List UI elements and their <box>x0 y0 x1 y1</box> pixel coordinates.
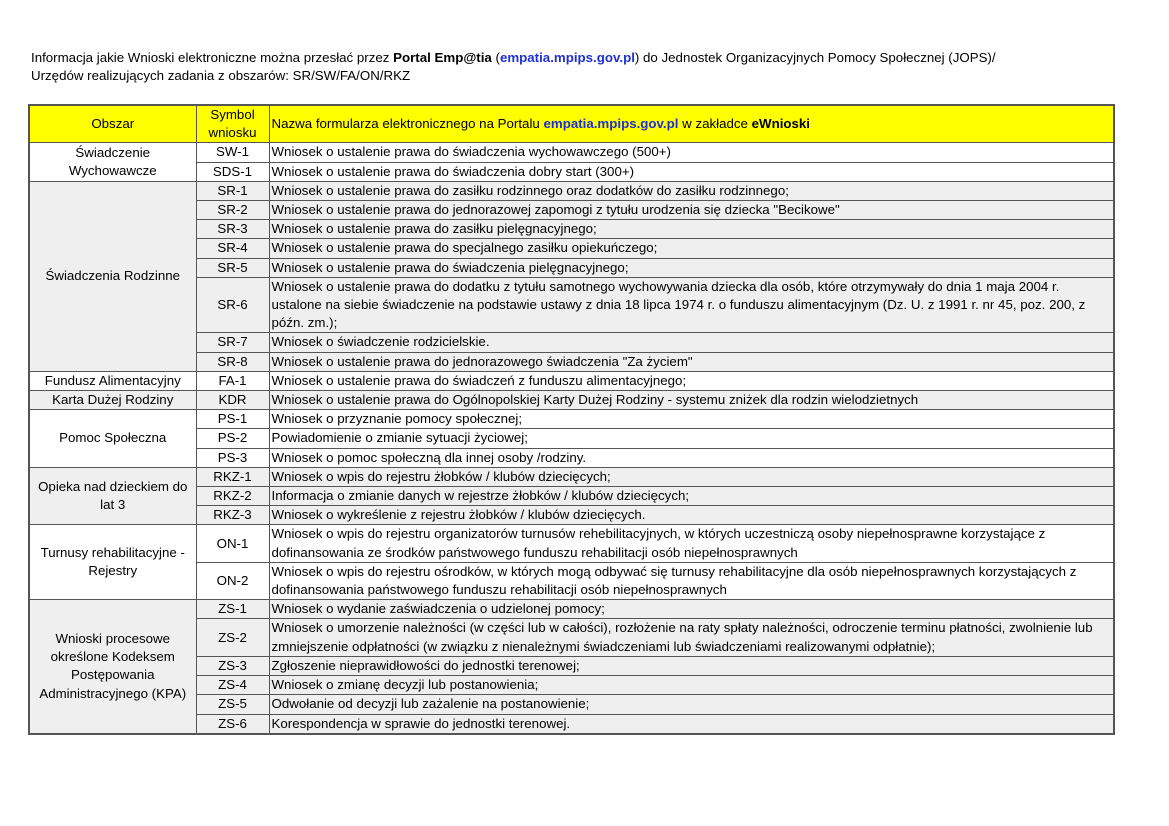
symbol-cell: ON-2 <box>196 562 269 599</box>
header-symbol <box>196 105 269 143</box>
form-name-cell: Wniosek o ustalenie prawa do zasiłku pielęgnacyjnego; <box>269 220 1114 239</box>
symbol-cell: ZS-1 <box>196 600 269 619</box>
header-tab-name: eWnioski <box>751 116 810 132</box>
header-url-link[interactable]: empatia.mpips.gov.pl <box>543 116 679 132</box>
form-name-cell: Wniosek o zmianę decyzji lub postanowienia; <box>269 676 1114 695</box>
symbol-cell: ON-1 <box>196 525 269 562</box>
symbol-cell: SR-2 <box>196 201 269 220</box>
portal-name: Portal Emp@tia <box>393 50 492 65</box>
table-body <box>29 143 1114 734</box>
form-name-cell: Informacja o zmianie danych w rejestrze żłobków / klubów dziecięcych; <box>269 487 1114 506</box>
symbol-cell: ZS-5 <box>196 695 269 714</box>
form-name-cell: Wniosek o wpis do rejestru organizatorów turnusów rehebilitacyjnych, w których uczestniczą osoby niepełnosprawne korzystające z dofinansowania ze środków państwowego funduszu rehabilitacji osób niepełnosprawnych <box>269 525 1114 562</box>
symbol-cell: ZS-3 <box>196 656 269 675</box>
header-name <box>269 105 1114 143</box>
area-cell: Turnusy rehabilitacyjne -Rejestry <box>29 525 196 600</box>
header-name-mid: w zakładce <box>678 116 752 132</box>
portal-url-link[interactable]: empatia.mpips.gov.pl <box>499 50 635 65</box>
area-cell: Fundusz Alimentacyjny <box>29 371 196 390</box>
table-row <box>29 410 1114 429</box>
symbol-cell: ZS-2 <box>196 619 269 656</box>
form-name-cell: Wniosek o ustalenie prawa do dodatku z tytułu samotnego wychowywania dziecka dla osób, które otrzymywały do dnia 1 maja 2004 r. ustalone na siebie świadczenie na podstawie ustawy z dnia 18 lipca 1974 r. o funduszu alimentacyjnym (Dz. U. z 1991 r. nr 45, poz. 200, z późn. zm.); <box>269 277 1114 333</box>
form-name-cell: Powiadomienie o zmianie sytuacji życiowej; <box>269 429 1114 448</box>
symbol-cell: KDR <box>196 391 269 410</box>
area-cell: Świadczenia Rodzinne <box>29 181 196 371</box>
symbol-cell: SR-7 <box>196 333 269 352</box>
symbol-cell: SR-5 <box>196 258 269 277</box>
form-name-cell: Wniosek o ustalenie prawa do zasiłku rodzinnego oraz dodatków do zasiłku rodzinnego; <box>269 181 1114 200</box>
table-row <box>29 143 1114 162</box>
intro-prefix: Informacja jakie Wnioski elektroniczne można przesłać przez <box>31 50 394 65</box>
form-name-cell: Wniosek o ustalenie prawa do świadczenia dobry start (300+) <box>269 162 1114 181</box>
symbol-cell: ZS-4 <box>196 676 269 695</box>
form-name-cell: Wniosek o ustalenie prawa do jednorazowego świadczenia "Za życiem" <box>269 352 1114 371</box>
table-row <box>29 467 1114 486</box>
symbol-cell: SR-1 <box>196 181 269 200</box>
form-name-cell: Wniosek o świadczenie rodzicielskie. <box>269 333 1114 352</box>
symbol-cell: ZS-6 <box>196 714 269 734</box>
table-row <box>29 600 1114 619</box>
intro-line2: Urzędów realizujących zadania z obszarów: SR/SW/FA/ON/RKZ <box>31 68 411 83</box>
table-header-row <box>29 105 1114 143</box>
symbol-cell: RKZ-3 <box>196 506 269 525</box>
form-name-cell: Wniosek o wykreślenie z rejestru żłobków / klubów dziecięcych. <box>269 506 1114 525</box>
symbol-cell: FA-1 <box>196 371 269 390</box>
header-name-prefix: Nazwa formularza elektronicznego na Portalu <box>271 116 544 132</box>
form-name-cell: Wniosek o pomoc społeczną dla innej osoby /rodziny. <box>269 448 1114 467</box>
symbol-cell: SDS-1 <box>196 162 269 181</box>
form-name-cell: Wniosek o ustalenie prawa do świadczenia pielęgnacyjnego; <box>269 258 1114 277</box>
symbol-cell: PS-1 <box>196 410 269 429</box>
form-name-cell: Odwołanie od decyzji lub zażalenie na postanowienie; <box>269 695 1114 714</box>
table-row <box>29 181 1114 200</box>
symbol-cell: SR-3 <box>196 220 269 239</box>
form-name-cell: Wniosek o wydanie zaświadczenia o udzielonej pomocy; <box>269 600 1114 619</box>
header-obszar: Obszar <box>29 105 196 143</box>
symbol-cell: PS-2 <box>196 429 269 448</box>
header-symbol-line2: wniosku <box>208 125 257 141</box>
symbol-cell: RKZ-1 <box>196 467 269 486</box>
table-row <box>29 391 1114 410</box>
area-cell: Wnioski procesowe określone Kodeksem Postępowania Administracyjnego (KPA) <box>29 600 196 734</box>
form-name-cell: Wniosek o przyznanie pomocy społecznej; <box>269 410 1114 429</box>
symbol-cell: SR-8 <box>196 352 269 371</box>
forms-table <box>28 104 1115 735</box>
symbol-cell: RKZ-2 <box>196 487 269 506</box>
form-name-cell: Zgłoszenie nieprawidłowości do jednostki terenowej; <box>269 656 1114 675</box>
form-name-cell: Wniosek o ustalenie prawa do jednorazowej zapomogi z tytułu urodzenia się dziecka "Becikowe" <box>269 201 1114 220</box>
form-name-cell: Wniosek o umorzenie należności (w części lub w całości), rozłożenie na raty spłaty należności, odroczenie terminu płatności, zwolnienie lub zmniejszenie odpłatności (w związku z nienależnymi świadczeniami lub świadczeniami realizowanymi odpłatnie); <box>269 619 1114 656</box>
header-symbol-line1: Symbol <box>210 107 255 122</box>
table-row <box>29 371 1114 390</box>
intro-open-paren: ( <box>491 50 500 65</box>
area-cell: Pomoc Społeczna <box>29 410 196 468</box>
intro-suffix: ) do Jednostek Organizacyjnych Pomocy Społecznej (JOPS)/ <box>634 50 996 65</box>
symbol-cell: SW-1 <box>196 143 269 162</box>
form-name-cell: Wniosek o wpis do rejestru ośrodków, w których mogą odbywać się turnusy rehabilitacyjne dla osób niepełnosprawnych korzystających z dofinansowania państwowego funduszu rehabilitacji osób niepełnosprawnych <box>269 562 1114 599</box>
area-cell: Opieka nad dzieckiem do lat 3 <box>29 467 196 525</box>
area-cell: Karta Dużej Rodziny <box>29 391 196 410</box>
form-name-cell: Wniosek o ustalenie prawa do świadczenia wychowawczego (500+) <box>269 143 1114 162</box>
form-name-cell: Wniosek o ustalenie prawa do specjalnego zasiłku opiekuńczego; <box>269 239 1114 258</box>
form-name-cell: Wniosek o ustalenie prawa do Ogólnopolskiej Karty Dużej Rodziny - systemu zniżek dla rodzin wielodzietnych <box>269 391 1114 410</box>
table-row <box>29 525 1114 562</box>
symbol-cell: PS-3 <box>196 448 269 467</box>
symbol-cell: SR-6 <box>196 277 269 333</box>
symbol-cell: SR-4 <box>196 239 269 258</box>
area-cell: Świadczenie Wychowawcze <box>29 143 196 181</box>
form-name-cell: Wniosek o ustalenie prawa do świadczeń z funduszu alimentacyjnego; <box>269 371 1114 390</box>
form-name-cell: Wniosek o wpis do rejestru żłobków / klubów dziecięcych; <box>269 467 1114 486</box>
form-name-cell: Korespondencja w sprawie do jednostki terenowej. <box>269 714 1114 734</box>
intro-text <box>31 49 1141 85</box>
